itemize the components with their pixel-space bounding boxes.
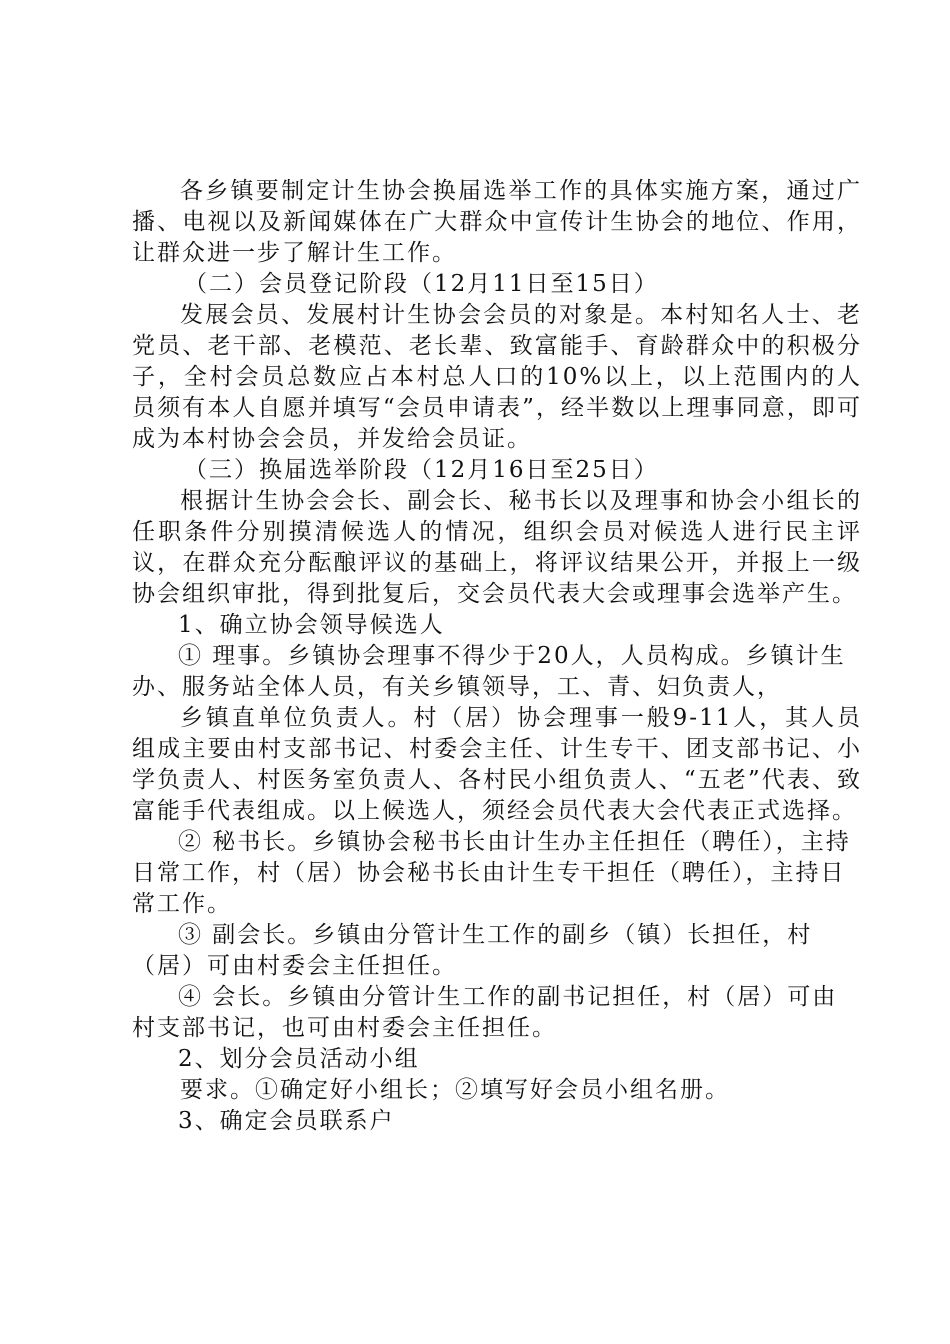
- subheading-activity-groups: 2、划分会员活动小组: [178, 1046, 420, 1072]
- item-president: ④ 会长。乡镇由分管计生工作的副书记担任，村（居）可由村支部书记，也可由村委会主任担任。: [132, 984, 838, 1041]
- item-secretary-general: ② 秘书长。乡镇协会秘书长由计生办主任担任（聘任），主持日常工作，村（居）协会秘书长由计生专干担任（聘任），主持日常工作。: [132, 829, 851, 917]
- paragraph-election-process: 根据计生协会会长、副会长、秘书长以及理事和协会小组长的任职条件分别摸清候选人的情况，组织会员对候选人进行民主评议，在群众充分酝酿评议的基础上，将评议结果公开，并报上一级协会组织审批，得到批复后，交会员代表大会或理事会选举产生。: [132, 488, 862, 607]
- paragraph-implementation-plan: 各乡镇要制定计生协会换届选举工作的具体实施方案，通过广播、电视以及新闻媒体在广大群众中宣传计生协会的地位、作用，让群众进一步了解计生工作。: [132, 178, 862, 266]
- subheading-member-contacts: 3、确定会员联系户: [178, 1108, 395, 1134]
- item-vice-president: ③ 副会长。乡镇由分管计生工作的副乡（镇）长担任，村（居）可由村委会主任担任。: [132, 922, 813, 979]
- heading-member-registration: （二）会员登记阶段（12月11日至15日）: [184, 271, 659, 297]
- heading-election-stage: （三）换届选举阶段（12月16日至25日）: [184, 457, 659, 483]
- item-directors: ① 理事。乡镇协会理事不得少于20人，人员构成。乡镇计生办、服务站全体人员，有关乡镇领导，工、青、妇负责人，: [132, 643, 846, 700]
- subheading-leader-candidates: 1、确立协会领导候选人: [178, 612, 445, 638]
- paragraph-group-requirements: 要求。①确定好小组长；②填写好会员小组名册。: [180, 1077, 730, 1103]
- paragraph-member-development: 发展会员、发展村计生协会会员的对象是。本村知名人士、老党员、老干部、老模范、老长辈、致富能手、育龄群众中的积极分子，全村会员总数应占本村总人口的10%以上，以上范围内的人员须有本人自愿并填写“会员申请表”，经半数以上理事同意，即可成为本村协会会员，并发给会员证。: [132, 302, 862, 452]
- document-body: [132, 176, 862, 1137]
- paragraph-directors-continued: 乡镇直单位负责人。村（居）协会理事一般9-11人，其人员组成主要由村支部书记、村委会主任、计生专干、团支部书记、小学负责人、村医务室负责人、各村民小组负责人、“五老”代表、致富能手代表组成。以上候选人，须经会员代表大会代表正式选择。: [132, 705, 862, 824]
